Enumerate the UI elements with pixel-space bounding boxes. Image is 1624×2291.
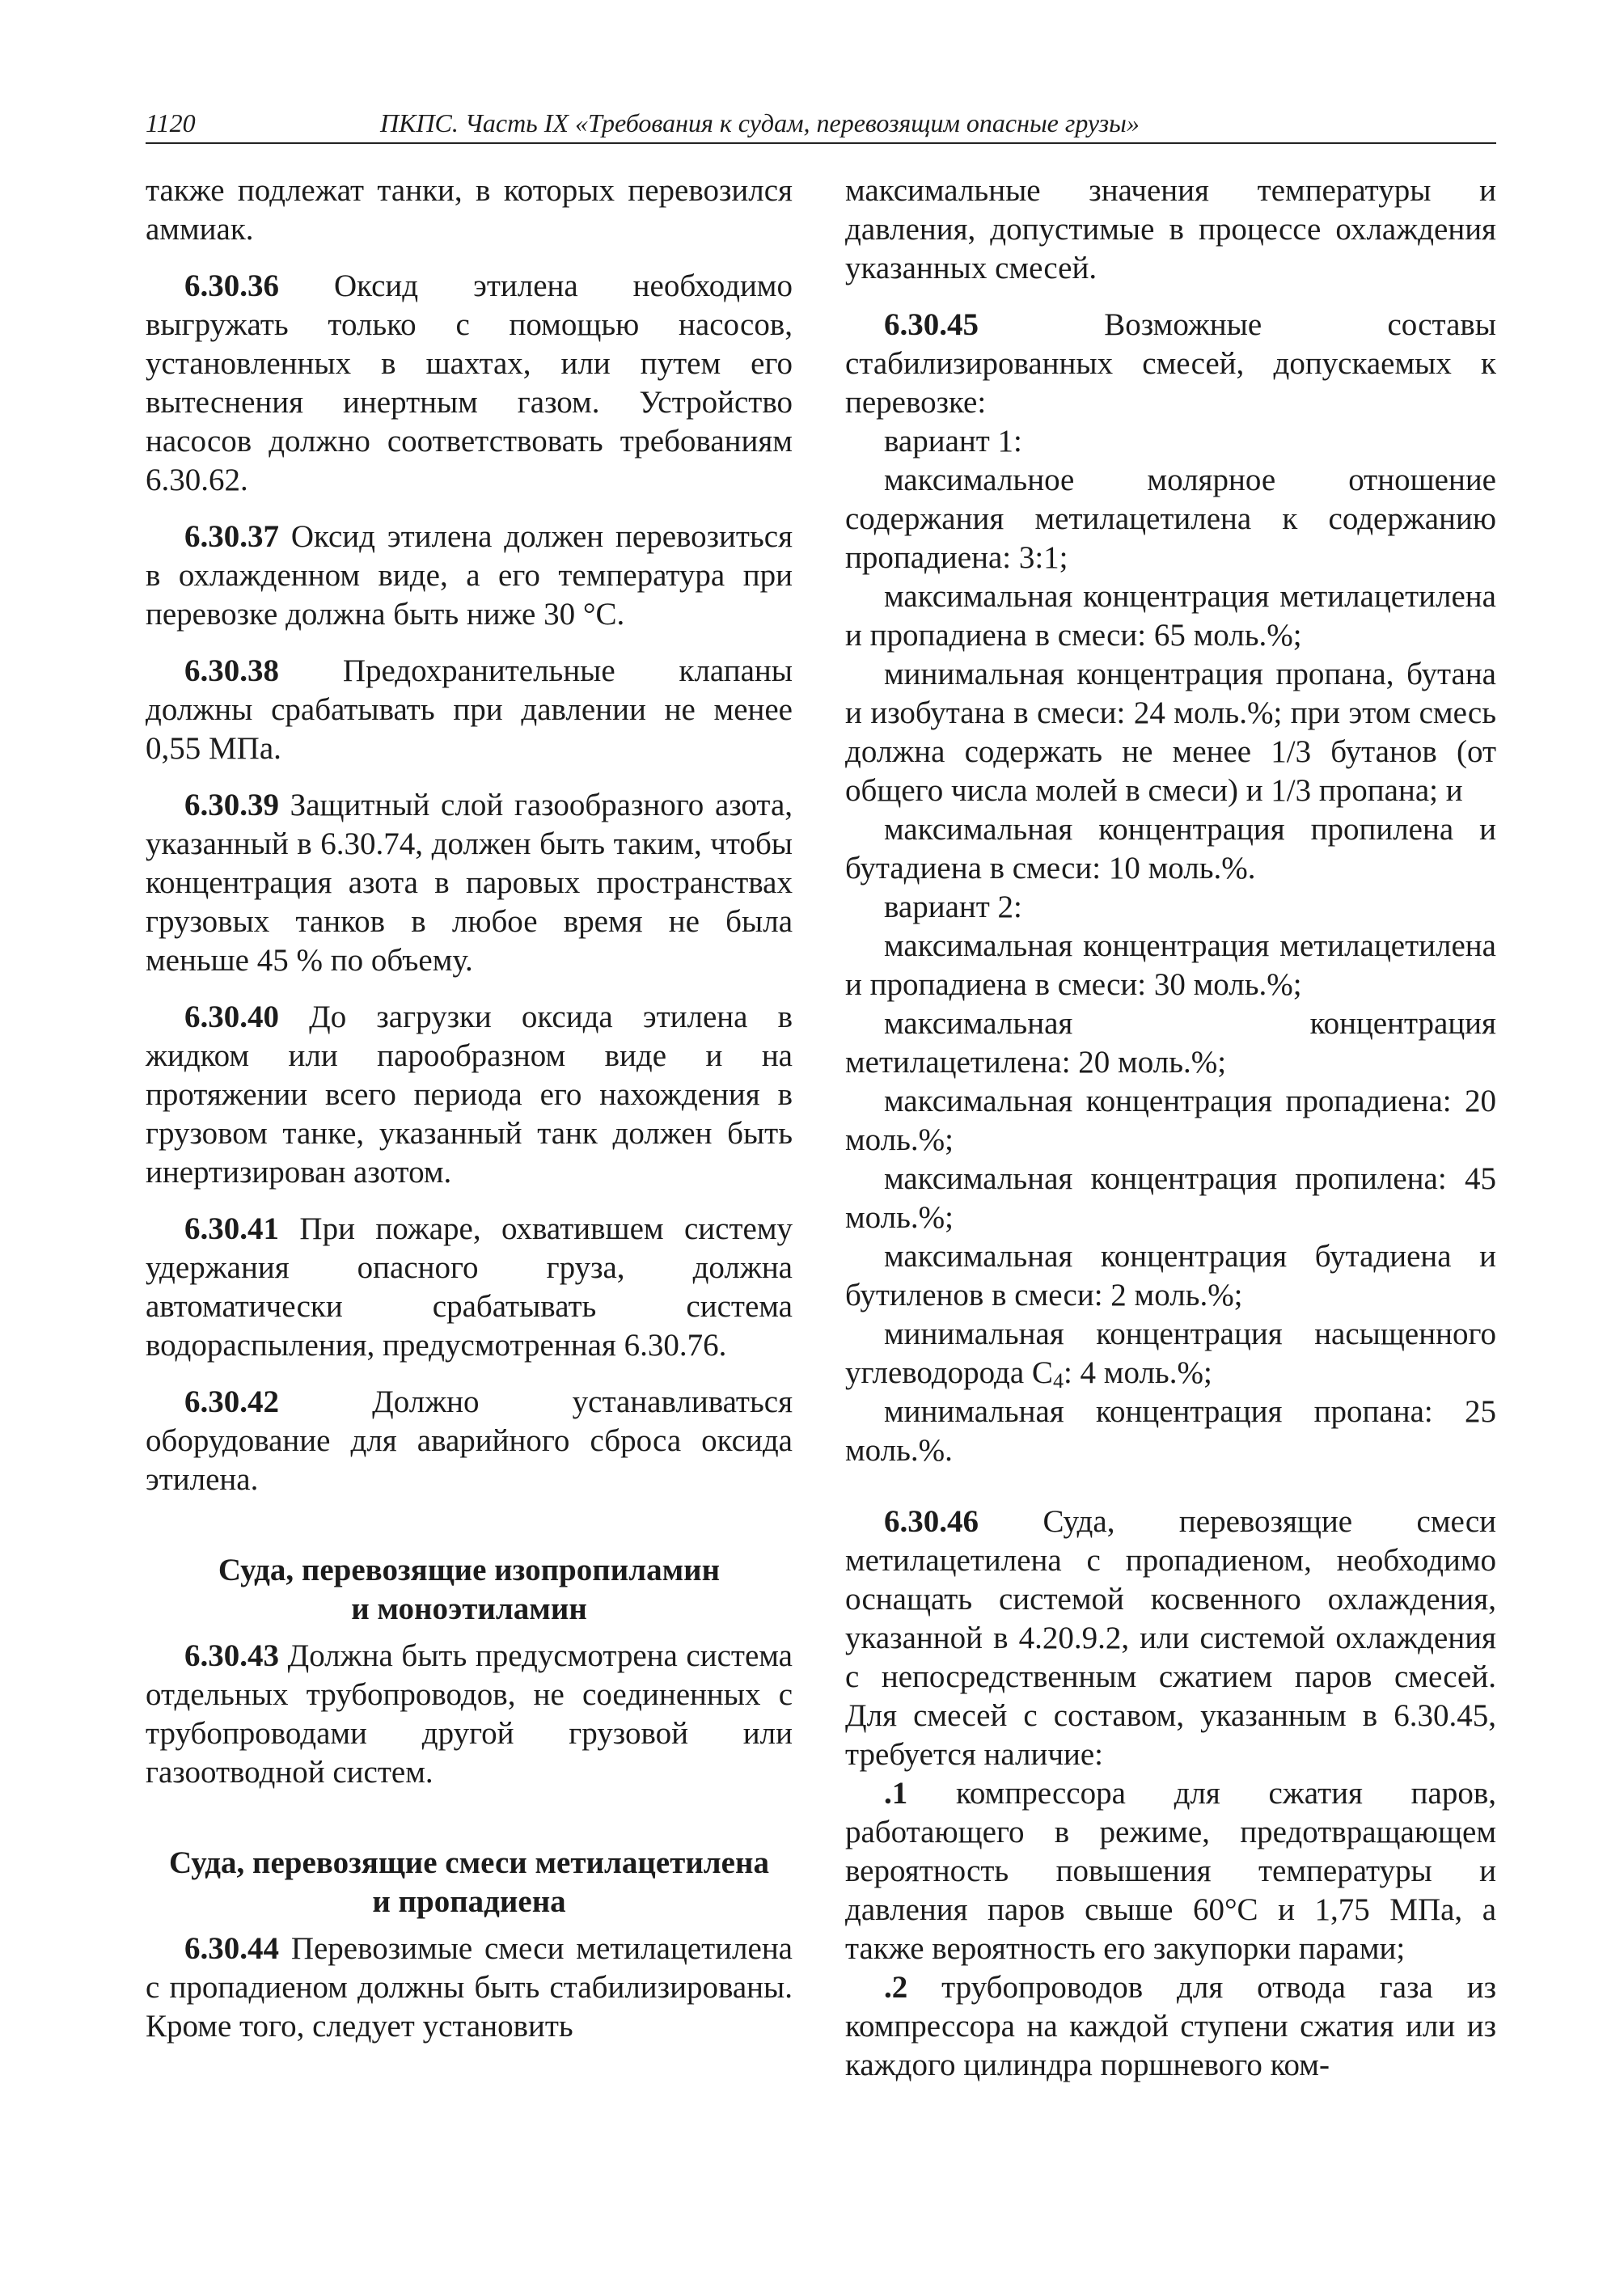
subheading-line: Суда, перевозящие изопропиламин	[218, 1553, 721, 1587]
section-text: Возможные составы стабилизированных смесей, допускаемых к перевозке:	[845, 307, 1496, 420]
section-text: Оксид этилена необходимо выгружать только с помощью насосов, установленных в шахтах, или путем его вытеснения инертным газом. Устройство насосов должно соответствовать требованиям 6.30.62.	[146, 268, 793, 497]
variant-2-item: максимальная концентрация метилацетилена: 20 моль.%;	[845, 1006, 1496, 1080]
running-title: ПКПС. Часть IX «Требования к судам, перевозящим опасные грузы»	[380, 108, 1140, 137]
variant-2-label: вариант 2:	[884, 890, 1022, 924]
page-number: 1120	[146, 108, 196, 137]
section-text: Должна быть предусмотрена система отдельных трубопроводов, не соединенных с трубопроводами другой грузовой или газоотводной систем.	[146, 1638, 793, 1790]
variant-2-item: минимальная концентрация пропана: 25 моль.%.	[845, 1394, 1496, 1468]
list-item-1	[845, 1774, 1496, 1968]
variant-1-item: максимальная концентрация пропилена и бутадиена в смеси: 10 моль.%.	[845, 812, 1496, 886]
variant-2-item: максимальная концентрация пропилена: 45 моль.%;	[845, 1161, 1496, 1235]
section-number: 6.30.44	[184, 1931, 279, 1966]
running-header	[146, 104, 1496, 144]
section-number: 6.30.43	[184, 1638, 279, 1673]
variant-1-label: вариант 1:	[884, 424, 1022, 459]
section-number: 6.30.40	[184, 1000, 279, 1034]
continued-paragraph: также подлежат танки, в которых перевозился аммиак.	[146, 173, 793, 247]
item-number: .2	[884, 1970, 908, 2005]
left-column	[146, 171, 793, 2046]
section-text: Перевозимые смеси метилацетилена с пропадиеном должны быть стабилизированы. Кроме того, следует установить	[146, 1931, 793, 2044]
section-number: 6.30.36	[184, 268, 279, 303]
section-text: Оксид этилена должен перевозиться в охлажденном виде, а его температура при перевозке должна быть ниже 30 °C.	[146, 519, 793, 632]
right-column	[845, 171, 1496, 2085]
section-text: Предохранительные клапаны должны срабатывать при давлении не менее 0,55 МПа.	[146, 653, 793, 766]
item-number: .1	[884, 1776, 908, 1811]
section-text: Должно устанавливаться оборудование для аварийного сброса оксида этилена.	[146, 1384, 793, 1497]
section-number: 6.30.46	[884, 1504, 979, 1539]
variant-2-item: максимальная концентрация бутадиена и бутиленов в смеси: 2 моль.%;	[845, 1239, 1496, 1312]
section-text: Суда, перевозящие смеси метилацетилена с пропадиеном, необходимо оснащать системой косвенного охлаждения, указанной в 4.20.9.2, или системой охлаждения с непосредственным сжатием паров смесей. Для смесей с составом, указанным в 6.30.45, требуется наличие:	[845, 1504, 1496, 1772]
subheading-methylacetylene	[146, 1844, 793, 1921]
item-text: : 4 моль.%;	[1063, 1355, 1212, 1390]
section-6-30-37	[146, 518, 793, 634]
section-number: 6.30.39	[184, 788, 279, 822]
section-6-30-39	[146, 786, 793, 980]
section-number: 6.30.41	[184, 1211, 279, 1246]
section-6-30-44	[146, 1930, 793, 2046]
section-number: 6.30.45	[884, 307, 979, 342]
variant-1-item: максимальное молярное отношение содержания метилацетилена к содержанию пропадиена: 3:1;	[845, 463, 1496, 575]
subscript: 4	[1052, 1369, 1064, 1393]
subheading-line: Суда, перевозящие смеси метилацетилена	[169, 1845, 769, 1880]
section-text: Защитный слой газообразного азота, указанный в 6.30.74, должен быть таким, чтобы концентрация азота в паровых пространствах грузовых танков в любое время не была меньше 45 % по объему.	[146, 788, 793, 978]
item-text: трубопроводов для отвода газа из компрессора на каждой ступени сжатия или из каждого цилиндра поршневого ком-	[845, 1970, 1496, 2082]
section-6-30-40	[146, 998, 793, 1192]
item-text: компрессора для сжатия паров, работающего в режиме, предотвращающем вероятность повышения температуры и давления паров свыше 60°C и 1,75 МПа, а также вероятность его закупорки парами;	[845, 1776, 1496, 1966]
section-number: 6.30.42	[184, 1384, 279, 1419]
section-6-30-45	[845, 306, 1496, 422]
section-number: 6.30.37	[184, 519, 279, 554]
item-text: минимальная концентрация насыщенного углеводорода С	[845, 1317, 1496, 1390]
variant-2-item: максимальная концентрация метилацетилена и пропадиена в смеси: 30 моль.%;	[845, 928, 1496, 1002]
section-6-30-41	[146, 1210, 793, 1365]
section-6-30-43	[146, 1637, 793, 1792]
subheading-line: и пропадиена	[372, 1884, 566, 1919]
section-6-30-36	[146, 267, 793, 500]
subheading-line: и моноэтиламин	[351, 1591, 587, 1626]
list-item-2	[845, 1968, 1496, 2085]
section-6-30-38	[146, 652, 793, 768]
subheading-isopropylamine	[146, 1551, 793, 1629]
variant-1-item: максимальная концентрация метилацетилена и пропадиена в смеси: 65 моль.%;	[845, 579, 1496, 653]
continued-paragraph: максимальные значения температуры и давления, допустимые в процессе охлаждения указанных смесей.	[845, 173, 1496, 285]
variant-2-item	[845, 1315, 1496, 1393]
section-text: При пожаре, охватившем систему удержания опасного груза, должна автоматически срабатывать система водораспыления, предусмотренная 6.30.76.	[146, 1211, 793, 1363]
section-number: 6.30.38	[184, 653, 279, 688]
variant-1-item: минимальная концентрация пропана, бутана и изобутана в смеси: 24 моль.%; при этом смесь должна содержать не менее 1/3 бутанов (от общего числа молей в смеси) и 1/3 пропана; и	[845, 657, 1496, 808]
section-text: До загрузки оксида этилена в жидком или парообразном виде и на протяжении всего периода его нахождения в грузовом танке, указанный танк должен быть инертизирован азотом.	[146, 1000, 793, 1190]
section-6-30-42	[146, 1383, 793, 1499]
variant-2-item: максимальная концентрация пропадиена: 20 моль.%;	[845, 1084, 1496, 1157]
section-6-30-46	[845, 1503, 1496, 1774]
